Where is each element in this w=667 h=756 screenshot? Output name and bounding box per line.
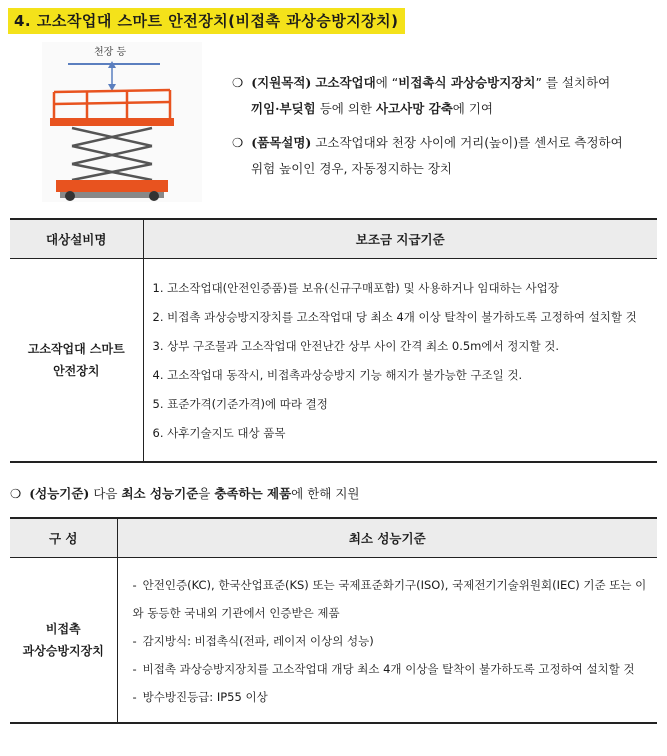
support-criteria-table	[10, 218, 657, 463]
description-paragraph: ❍ (품목설명) 고소작업대와 천장 사이에 거리(높이)를 센서로 측정하여 위험 높이인 경우, 자동정지하는 장치	[232, 135, 623, 176]
header-equipment: 대상설비명	[10, 219, 143, 259]
performance-heading: ❍ (성능기준) 다음 최소 성능기준을 충족하는 제품에 한해 지원	[10, 486, 360, 501]
list-item: - 안전인증(KC), 한국산업표준(KS) 또는 국제표준화기구(ISO), 국제전기기술위원회(IEC) 기준 또는 이와 동등한 국내외 기관에서 인증받은 제품	[132, 578, 647, 620]
list-item: 6. 사후기술지도 대상 품목	[152, 426, 286, 440]
list-item: 4. 고소작업대 동작시, 비접촉과상승방지 기능 해지가 불가능한 구조일 것.	[152, 368, 523, 382]
bullet-circle-icon: ❍	[232, 135, 244, 150]
equipment-name: 고소작업대 스마트 안전장치	[10, 259, 143, 463]
scissor-lift-image	[42, 42, 202, 202]
list-item: - 비접촉 과상승방지장치를 고소작업대 개당 최소 4개 이상을 탈착이 불가하도록 고정하여 설치할 것	[132, 662, 635, 676]
performance-criteria-table	[10, 517, 657, 724]
criteria-list	[145, 260, 657, 460]
bullet-circle-icon: ❍	[10, 486, 22, 501]
list-item: 3. 상부 구조물과 고소작업대 안전난간 상부 사이 간격 최소 0.5m에서 정지할 것.	[152, 339, 559, 353]
ceiling-label: 천장 등	[94, 47, 127, 58]
header-min-performance: 최소 성능기준	[117, 518, 657, 558]
header-criteria: 보조금 지급기준	[143, 219, 657, 259]
performance-list	[119, 559, 657, 721]
list-item: 2. 비접촉 과상승방지장치를 고소작업대 당 최소 4개 이상 탈착이 불가하도록 고정하여 설치할 것	[152, 310, 637, 324]
list-item: 1. 고소작업대(안전인증품)를 보유(신규구매포함) 및 사용하거나 임대하는 사업장	[152, 281, 559, 295]
purpose-paragraph: ❍ (지원목적) 고소작업대에 “비접촉식 과상승방지장치” 를 설치하여 끼임·부딪힘 등에 의한 사고사망 감축에 기여	[232, 75, 611, 116]
list-item: - 방수방진등급: IP55 이상	[132, 690, 268, 704]
list-item: 5. 표준가격(기준가격)에 따라 결정	[152, 397, 328, 411]
component-name: 비접촉 과상승방지장치	[10, 558, 117, 724]
header-component: 구 성	[10, 518, 117, 558]
intro-block	[232, 70, 657, 190]
list-item: - 감지방식: 비접촉식(전파, 레이저 이상의 성능)	[132, 634, 374, 648]
section-title: 4. 고소작업대 스마트 안전장치(비접촉 과상승방지장치)	[8, 8, 405, 34]
bullet-circle-icon: ❍	[232, 75, 244, 90]
